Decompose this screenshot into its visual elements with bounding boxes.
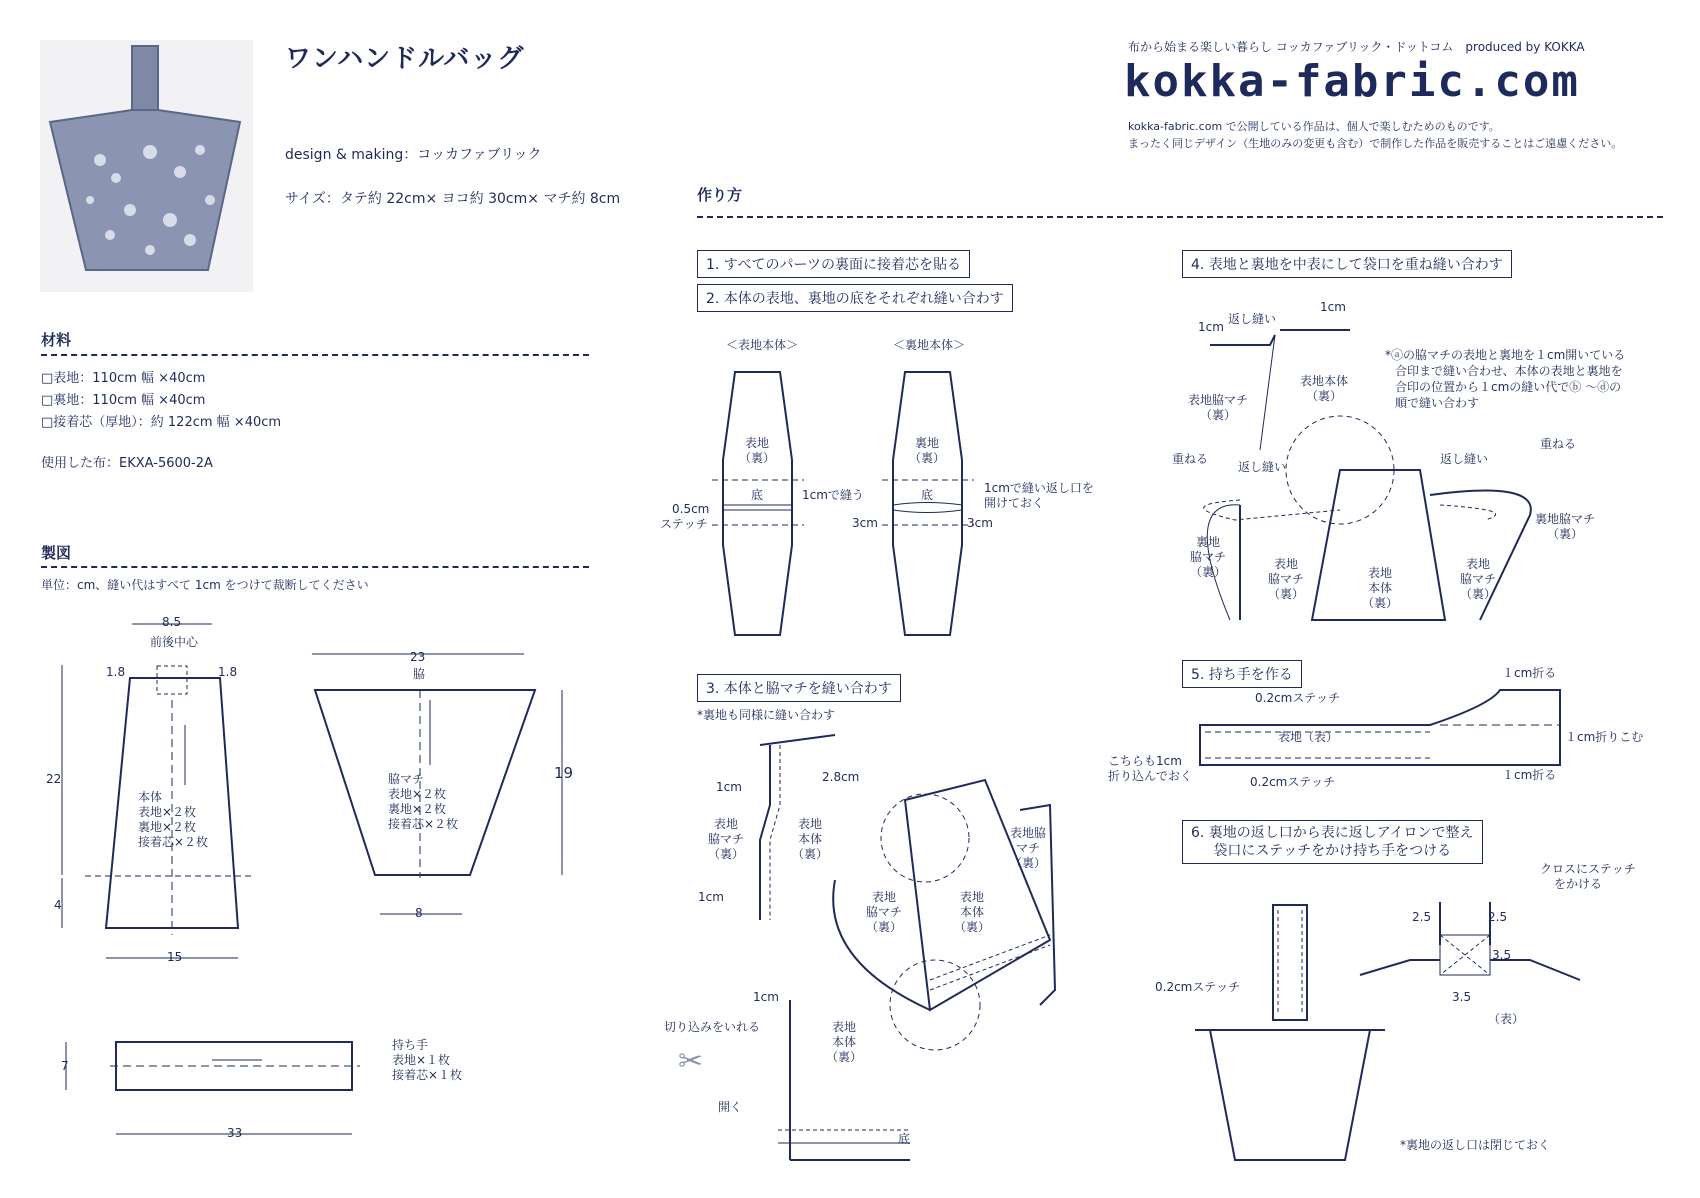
body-top-width: 8.5	[162, 615, 182, 629]
notice-line-1: kokka-fabric.com で公開している作品は、個人で楽しむためのものです。	[1128, 120, 1500, 133]
s5-handle-label: 表地（表）	[1278, 730, 1339, 744]
handle-height: 7	[61, 1059, 69, 1073]
s5-stitch-bottom: 0.2cmステッチ	[1250, 775, 1336, 789]
s4-inner-side-r: 裏地脇マチ （裏）	[1535, 512, 1596, 541]
body-center-label: 前後中心	[150, 635, 199, 649]
cm3-right: 3cm	[967, 516, 993, 530]
step-4: 4. 表地と裏地を中表にして袋口を重ね縫い合わす	[1182, 250, 1512, 278]
s5-stitch-top: 0.2cmステッチ	[1255, 691, 1341, 705]
handle-width: 33	[227, 1126, 243, 1140]
material-item: □表地：110cm 幅 ×40cm	[41, 371, 206, 386]
howto-heading: 作り方	[697, 186, 743, 204]
s6-stitch: 0.2cmステッチ	[1155, 980, 1241, 994]
step-6: 6. 裏地の返し口から表に返しアイロンで整え 袋口にステッチをかけ持ち手をつける	[1182, 820, 1483, 864]
s3-soko: 底	[898, 1132, 911, 1146]
gusset-label: 脇マチ 表地×２枚 裏地×２枚 接着芯×２枚	[388, 772, 459, 831]
s3-open: 開く	[718, 1100, 743, 1114]
s3-body-label: 表地 本体 （裏）	[792, 817, 829, 861]
gusset-top-width: 23	[410, 650, 426, 664]
page-title: ワンハンドルバッグ	[285, 44, 525, 74]
s4-kasaneru-left: 重ねる	[1172, 452, 1209, 466]
cm3-left: 3cm	[852, 516, 878, 530]
s3-side-label: 表地 脇マチ （裏）	[708, 817, 745, 861]
body-height-2: 4	[54, 898, 62, 912]
s5-left-1: こちらも1cm	[1108, 754, 1182, 768]
inner-body-caption: ＜裏地本体＞	[893, 338, 966, 352]
s5-fold-top: １cm折る	[1502, 666, 1557, 680]
fabric-used: 使用した布：EKXA-5600-2A	[41, 456, 213, 471]
scissors-icon: ✂	[678, 1044, 704, 1079]
s5-fold-in: １cm折りこむ	[1565, 730, 1644, 744]
s6-omote: （表）	[1488, 1012, 1525, 1026]
s6-cross-2: をかける	[1554, 877, 1603, 891]
s4-note: *ⓐの脇マチの表地と裏地を１cm開いている 合印まで縫い合わせ、本体の表地と裏地を 合印の位置から１cmの縫い代でⓑ ～ⓓの 順で縫い合わす	[1385, 348, 1626, 410]
notice-line-2: まったく同じデザイン（生地のみの変更も含む）で制作した作品を販売することはご遠慮ください。	[1128, 137, 1623, 150]
s3-1cm-b: 1cm	[698, 890, 724, 904]
s4-inner-body: 表地 本体 （裏）	[1362, 566, 1399, 610]
s3-cut: 切り込みをいれる	[664, 1020, 761, 1034]
handle-label: 持ち手 表地×１枚 接着芯×１枚	[392, 1038, 463, 1082]
outer-body-caption: ＜表地本体＞	[726, 338, 799, 352]
gusset-bottom-width: 8	[415, 906, 423, 920]
s3-body-label-2: 表地 本体 （裏）	[954, 890, 991, 934]
inner-label: 裏地	[915, 436, 940, 450]
s4-side-label: 表地脇マチ （裏）	[1188, 393, 1249, 422]
body-label: 本体 表地×２枚 裏地×２枚 接着芯×２枚	[138, 790, 209, 849]
body-bottom-width: 15	[167, 950, 183, 964]
tagline: 布から始まる楽しい暮らし コッカファブリック・ドットコム produced by KOKKA	[1128, 40, 1585, 54]
s4-back: 返し縫い	[1228, 312, 1277, 326]
leave-opening-1: 1cmで縫い返し口を	[984, 481, 1094, 495]
howto-divider	[697, 216, 1663, 218]
inner-soko: 底	[921, 488, 934, 502]
design-credit: design & making：コッカファブリック	[285, 147, 542, 163]
materials-heading: 材料	[41, 331, 72, 349]
stitch-label: ステッチ	[660, 517, 708, 531]
s4-1cm-b: 1cm	[1320, 300, 1346, 314]
s4-outer-side-r: 表地 脇マチ （裏）	[1460, 557, 1497, 601]
s3-1cm-c: 1cm	[753, 990, 779, 1004]
s6-25-right: 2.5	[1488, 910, 1508, 924]
s4-back-right: 返し縫い	[1440, 452, 1489, 466]
s6-note: *裏地の返し口は閉じておく	[1400, 1138, 1551, 1152]
step-2: 2. 本体の表地、裏地の底をそれぞれ縫い合わす	[697, 284, 1013, 312]
s3-1cm-a: 1cm	[716, 780, 742, 794]
s4-kasaneru-right: 重ねる	[1540, 437, 1577, 451]
step3-note: *裏地も同様に縫い合わす	[697, 708, 836, 722]
outer-soko: 底	[751, 488, 764, 502]
body-height-1: 22	[46, 772, 62, 786]
brand-logo: kokka-fabric.com	[1124, 56, 1580, 107]
step-1: 1. すべてのパーツの裏面に接着芯を貼る	[697, 250, 970, 278]
s6-cross-1: クロスにステッチ	[1540, 862, 1636, 876]
step-3: 3. 本体と脇マチを縫い合わす	[697, 674, 901, 702]
s4-body-label: 表地本体 （裏）	[1300, 374, 1349, 403]
gusset-top-label: 脇	[413, 667, 426, 681]
pattern-heading: 製図	[41, 544, 72, 562]
s3-side-label-2: 表地 脇マチ （裏）	[866, 890, 903, 934]
s3-2-8cm: 2.8cm	[822, 770, 860, 784]
unit-note: 単位：cm、縫い代はすべて 1cm をつけて裁断してください	[41, 578, 369, 592]
size-info: サイズ：タテ約 22cm× ヨコ約 30cm× マチ約 8cm	[285, 191, 621, 207]
s3-side-label-3: 表地脇 マチ （裏）	[1010, 826, 1047, 870]
s4-back-left: 返し縫い	[1238, 460, 1287, 474]
outer-label: 表地	[745, 436, 770, 450]
step-5: 5. 持ち手を作る	[1182, 660, 1302, 688]
body-side-left: 1.8	[106, 665, 126, 679]
s6-25-left: 2.5	[1412, 910, 1432, 924]
s5-fold-bottom: １cm折る	[1502, 768, 1557, 782]
material-item: □接着芯（厚地）：約 122cm 幅 ×40cm	[41, 415, 282, 430]
inner-ura: （裏）	[909, 451, 946, 465]
s5-left-2: 折り込んでおく	[1108, 769, 1193, 783]
stitch-05: 0.5cm	[672, 502, 710, 516]
s4-inner-side: 裏地 脇マチ （裏）	[1190, 535, 1227, 579]
s4-outer-side: 表地 脇マチ （裏）	[1268, 557, 1305, 601]
s6-35-right: 3.5	[1492, 948, 1512, 962]
outer-ura: （裏）	[739, 451, 776, 465]
leave-opening-2: 開けておく	[984, 496, 1045, 510]
s3-body-label-3: 表地 本体 （裏）	[826, 1020, 863, 1064]
s6-35-bottom: 3.5	[1452, 990, 1472, 1004]
body-side-right: 1.8	[218, 665, 238, 679]
sew-1cm: 1cmで縫う	[802, 488, 864, 502]
material-item: □裏地：110cm 幅 ×40cm	[41, 393, 206, 408]
s4-1cm-a: 1cm	[1198, 320, 1224, 334]
gusset-height: 19	[554, 764, 574, 782]
